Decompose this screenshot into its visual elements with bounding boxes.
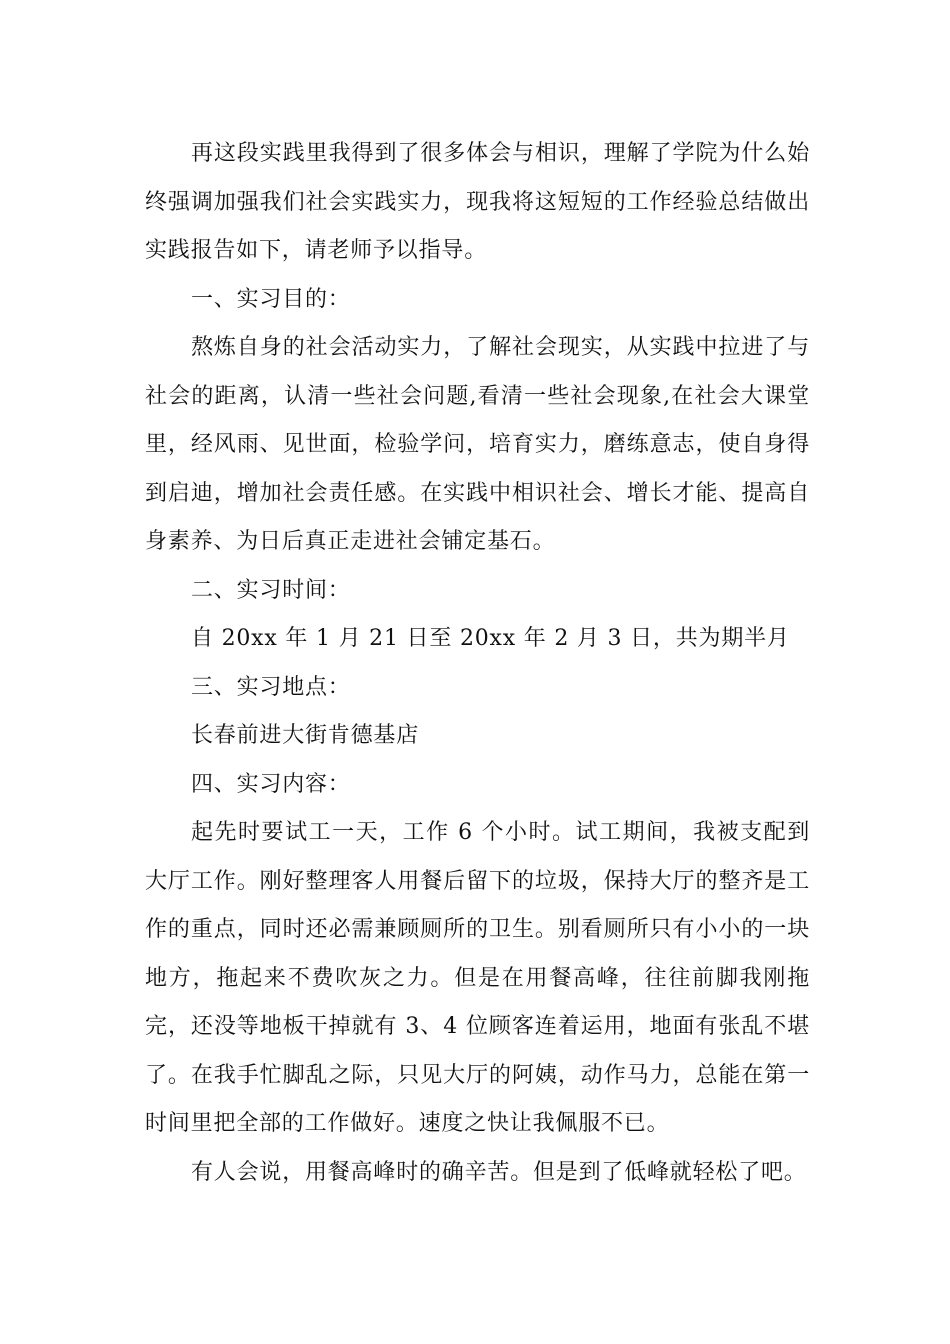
- purpose-paragraph: 熬炼自身的社会活动实力，了解社会现实，从实践中拉进了与社会的距离，认清一些社会问题,看清一些社会现象,在社会大课堂里，经风雨、见世面，检验学问，培育实力，磨练意志，使自身得到启迪，增加社会责任感。在实践中相识社会、增长才能、提高自身素养、为日后真正走进社会铺定基石。: [145, 335, 810, 554]
- closing-paragraph: 有人会说，用餐高峰时的确辛苦。但是到了低峰就轻松了吧。: [191, 1159, 807, 1185]
- intro-paragraph: 再这段实践里我得到了很多体会与相识，理解了学院为什么始终强调加强我们社会实践实力，现我将这短短的工作经验总结做出实践报告如下，请老师予以指导。: [145, 141, 810, 263]
- location-line: 长春前进大街肯德基店: [191, 723, 420, 748]
- section-heading-location: 三、实习地点：: [191, 674, 351, 700]
- document-body: [145, 130, 810, 1197]
- content-paragraph: 起先时要试工一天，工作 6 个小时。试工期间，我被支配到大厅工作。刚好整理客人用餐后留下的垃圾，保持大厅的整齐是工作的重点，同时还必需兼顾厕所的卫生。别看厕所只有小小的一块地方，拖起来不费吹灰之力。但是在用餐高峰，往往前脚我刚拖完，还没等地板干掉就有 3、4 位顾客连着运用，地面有张乱不堪了。在我手忙脚乱之际，只见大厅的阿姨，动作马力，总能在第一时间里把全部的工作做好。速度之快让我佩服不已。: [145, 820, 810, 1136]
- section-heading-time: 二、实习时间：: [191, 577, 351, 603]
- section-heading-content: 四、实习内容：: [191, 771, 351, 797]
- section-heading-purpose: 一、实习目的：: [191, 286, 351, 312]
- time-line: 自 20xx 年 1 月 21 日至 20xx 年 2 月 3 日，共为期半月: [191, 626, 790, 651]
